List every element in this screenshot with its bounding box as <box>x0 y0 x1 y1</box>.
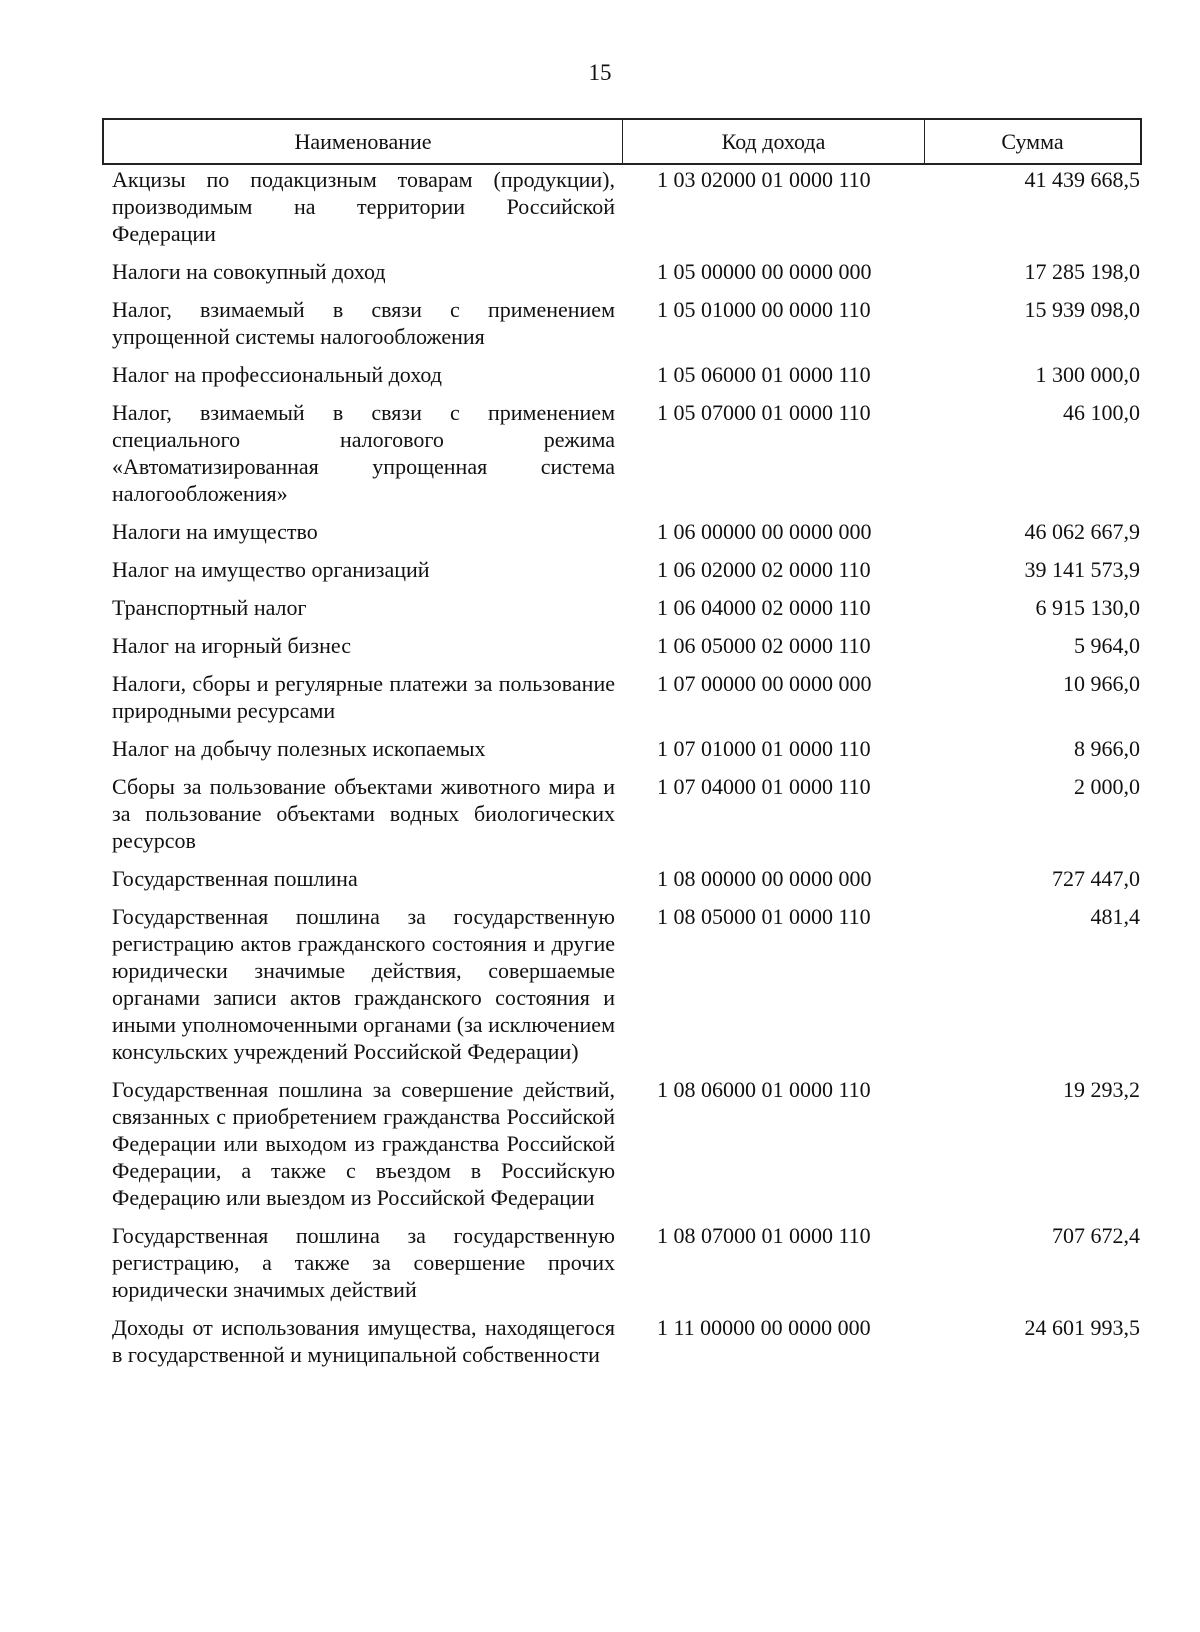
table-row <box>112 670 1140 724</box>
table-row <box>112 865 1140 892</box>
row-code: 1 03 02000 01 0000 110 <box>657 167 871 192</box>
row-name: Налог на добычу полезных ископаемых <box>112 736 486 761</box>
table-row <box>112 361 1140 388</box>
row-name: Налог на имущество организаций <box>112 557 430 582</box>
row-sum: 39 141 573,9 <box>1024 557 1140 582</box>
table-row <box>112 594 1140 621</box>
row-sum: 2 000,0 <box>1074 774 1140 799</box>
row-code: 1 05 07000 01 0000 110 <box>657 400 871 425</box>
table-row <box>112 1076 1140 1211</box>
row-sum: 481,4 <box>1090 904 1140 929</box>
row-name: Налоги на совокупный доход <box>112 259 386 284</box>
row-sum: 46 062 667,9 <box>1024 519 1140 544</box>
row-name: Транспортный налог <box>112 595 307 620</box>
table-header <box>102 118 1142 165</box>
row-sum: 10 966,0 <box>1063 671 1140 696</box>
row-name: Государственная пошлина за совершение действий, связанных с приобретением гражданства Российской Федерации или выходом из гражданства Российской Федерации, а также с въездом в Российскую Федерацию или выездом из Российской Федерации <box>112 1077 615 1210</box>
row-code: 1 07 01000 01 0000 110 <box>657 736 871 761</box>
row-code: 1 06 04000 02 0000 110 <box>657 595 871 620</box>
row-code: 1 07 04000 01 0000 110 <box>657 774 871 799</box>
header-code: Код дохода <box>623 120 925 163</box>
row-sum: 707 672,4 <box>1052 1223 1140 1248</box>
row-sum: 19 293,2 <box>1063 1077 1140 1102</box>
header-sum: Сумма <box>1001 128 1064 154</box>
table-body <box>112 166 1140 1379</box>
row-code: 1 08 00000 00 0000 000 <box>657 866 872 891</box>
row-code: 1 08 05000 01 0000 110 <box>657 904 871 929</box>
row-sum: 46 100,0 <box>1063 400 1140 425</box>
row-code: 1 05 00000 00 0000 000 <box>657 259 872 284</box>
row-sum: 727 447,0 <box>1052 866 1140 891</box>
row-name: Государственная пошлина за государственную регистрацию актов гражданского состояния и другие юридически значимые действия, совершаемые органами записи актов гражданского состояния и иными уполномоченными органами (за исключением консульских учреждений Российской Федерации) <box>112 904 615 1064</box>
row-name: Налог на игорный бизнес <box>112 633 351 658</box>
row-name: Налоги, сборы и регулярные платежи за пользование природными ресурсами <box>112 671 615 723</box>
table-row <box>112 903 1140 1065</box>
row-sum: 5 964,0 <box>1074 633 1140 658</box>
row-code: 1 05 06000 01 0000 110 <box>657 362 871 387</box>
table-row <box>112 1314 1140 1368</box>
table-row <box>112 735 1140 762</box>
row-name: Налог, взимаемый в связи с применением специального налогового режима «Автоматизированная упрощенная система налогообложения» <box>112 400 615 506</box>
row-name: Государственная пошлина <box>112 866 358 891</box>
row-code: 1 05 01000 00 0000 110 <box>657 297 871 322</box>
row-sum: 8 966,0 <box>1074 736 1140 761</box>
row-code: 1 07 00000 00 0000 000 <box>657 671 872 696</box>
table-row <box>112 258 1140 285</box>
row-name: Налог, взимаемый в связи с применением упрощенной системы налогообложения <box>112 297 615 349</box>
row-name: Налоги на имущество <box>112 519 318 544</box>
table-row <box>112 518 1140 545</box>
row-name: Акцизы по подакцизным товарам (продукции), производимым на территории Российской Федерации <box>112 167 615 246</box>
table-row <box>112 296 1140 350</box>
row-code: 1 06 00000 00 0000 000 <box>657 519 872 544</box>
row-sum: 15 939 098,0 <box>1024 297 1140 322</box>
row-name: Государственная пошлина за государственную регистрацию, а также за совершение прочих юридически значимых действий <box>112 1223 615 1302</box>
header-name: Наименование <box>104 120 623 163</box>
row-sum: 1 300 000,0 <box>1035 362 1140 387</box>
table-row <box>112 556 1140 583</box>
row-code: 1 08 06000 01 0000 110 <box>657 1077 871 1102</box>
table-row <box>112 1222 1140 1303</box>
table-row <box>112 632 1140 659</box>
row-name: Сборы за пользование объектами животного мира и за пользование объектами водных биологических ресурсов <box>112 774 615 853</box>
row-name: Налог на профессиональный доход <box>112 362 442 387</box>
table-row <box>112 773 1140 854</box>
row-sum: 41 439 668,5 <box>1024 167 1140 192</box>
row-code: 1 11 00000 00 0000 000 <box>657 1315 871 1340</box>
row-sum: 24 601 993,5 <box>1024 1315 1140 1340</box>
table-row <box>112 166 1140 247</box>
row-sum: 17 285 198,0 <box>1024 259 1140 284</box>
row-code: 1 06 05000 02 0000 110 <box>657 633 871 658</box>
row-code: 1 06 02000 02 0000 110 <box>657 557 871 582</box>
row-code: 1 08 07000 01 0000 110 <box>657 1223 871 1248</box>
page-number: 15 <box>588 60 612 85</box>
row-sum: 6 915 130,0 <box>1035 595 1140 620</box>
row-name: Доходы от использования имущества, находящегося в государственной и муниципальной собственности <box>112 1315 615 1367</box>
table-row <box>112 399 1140 507</box>
